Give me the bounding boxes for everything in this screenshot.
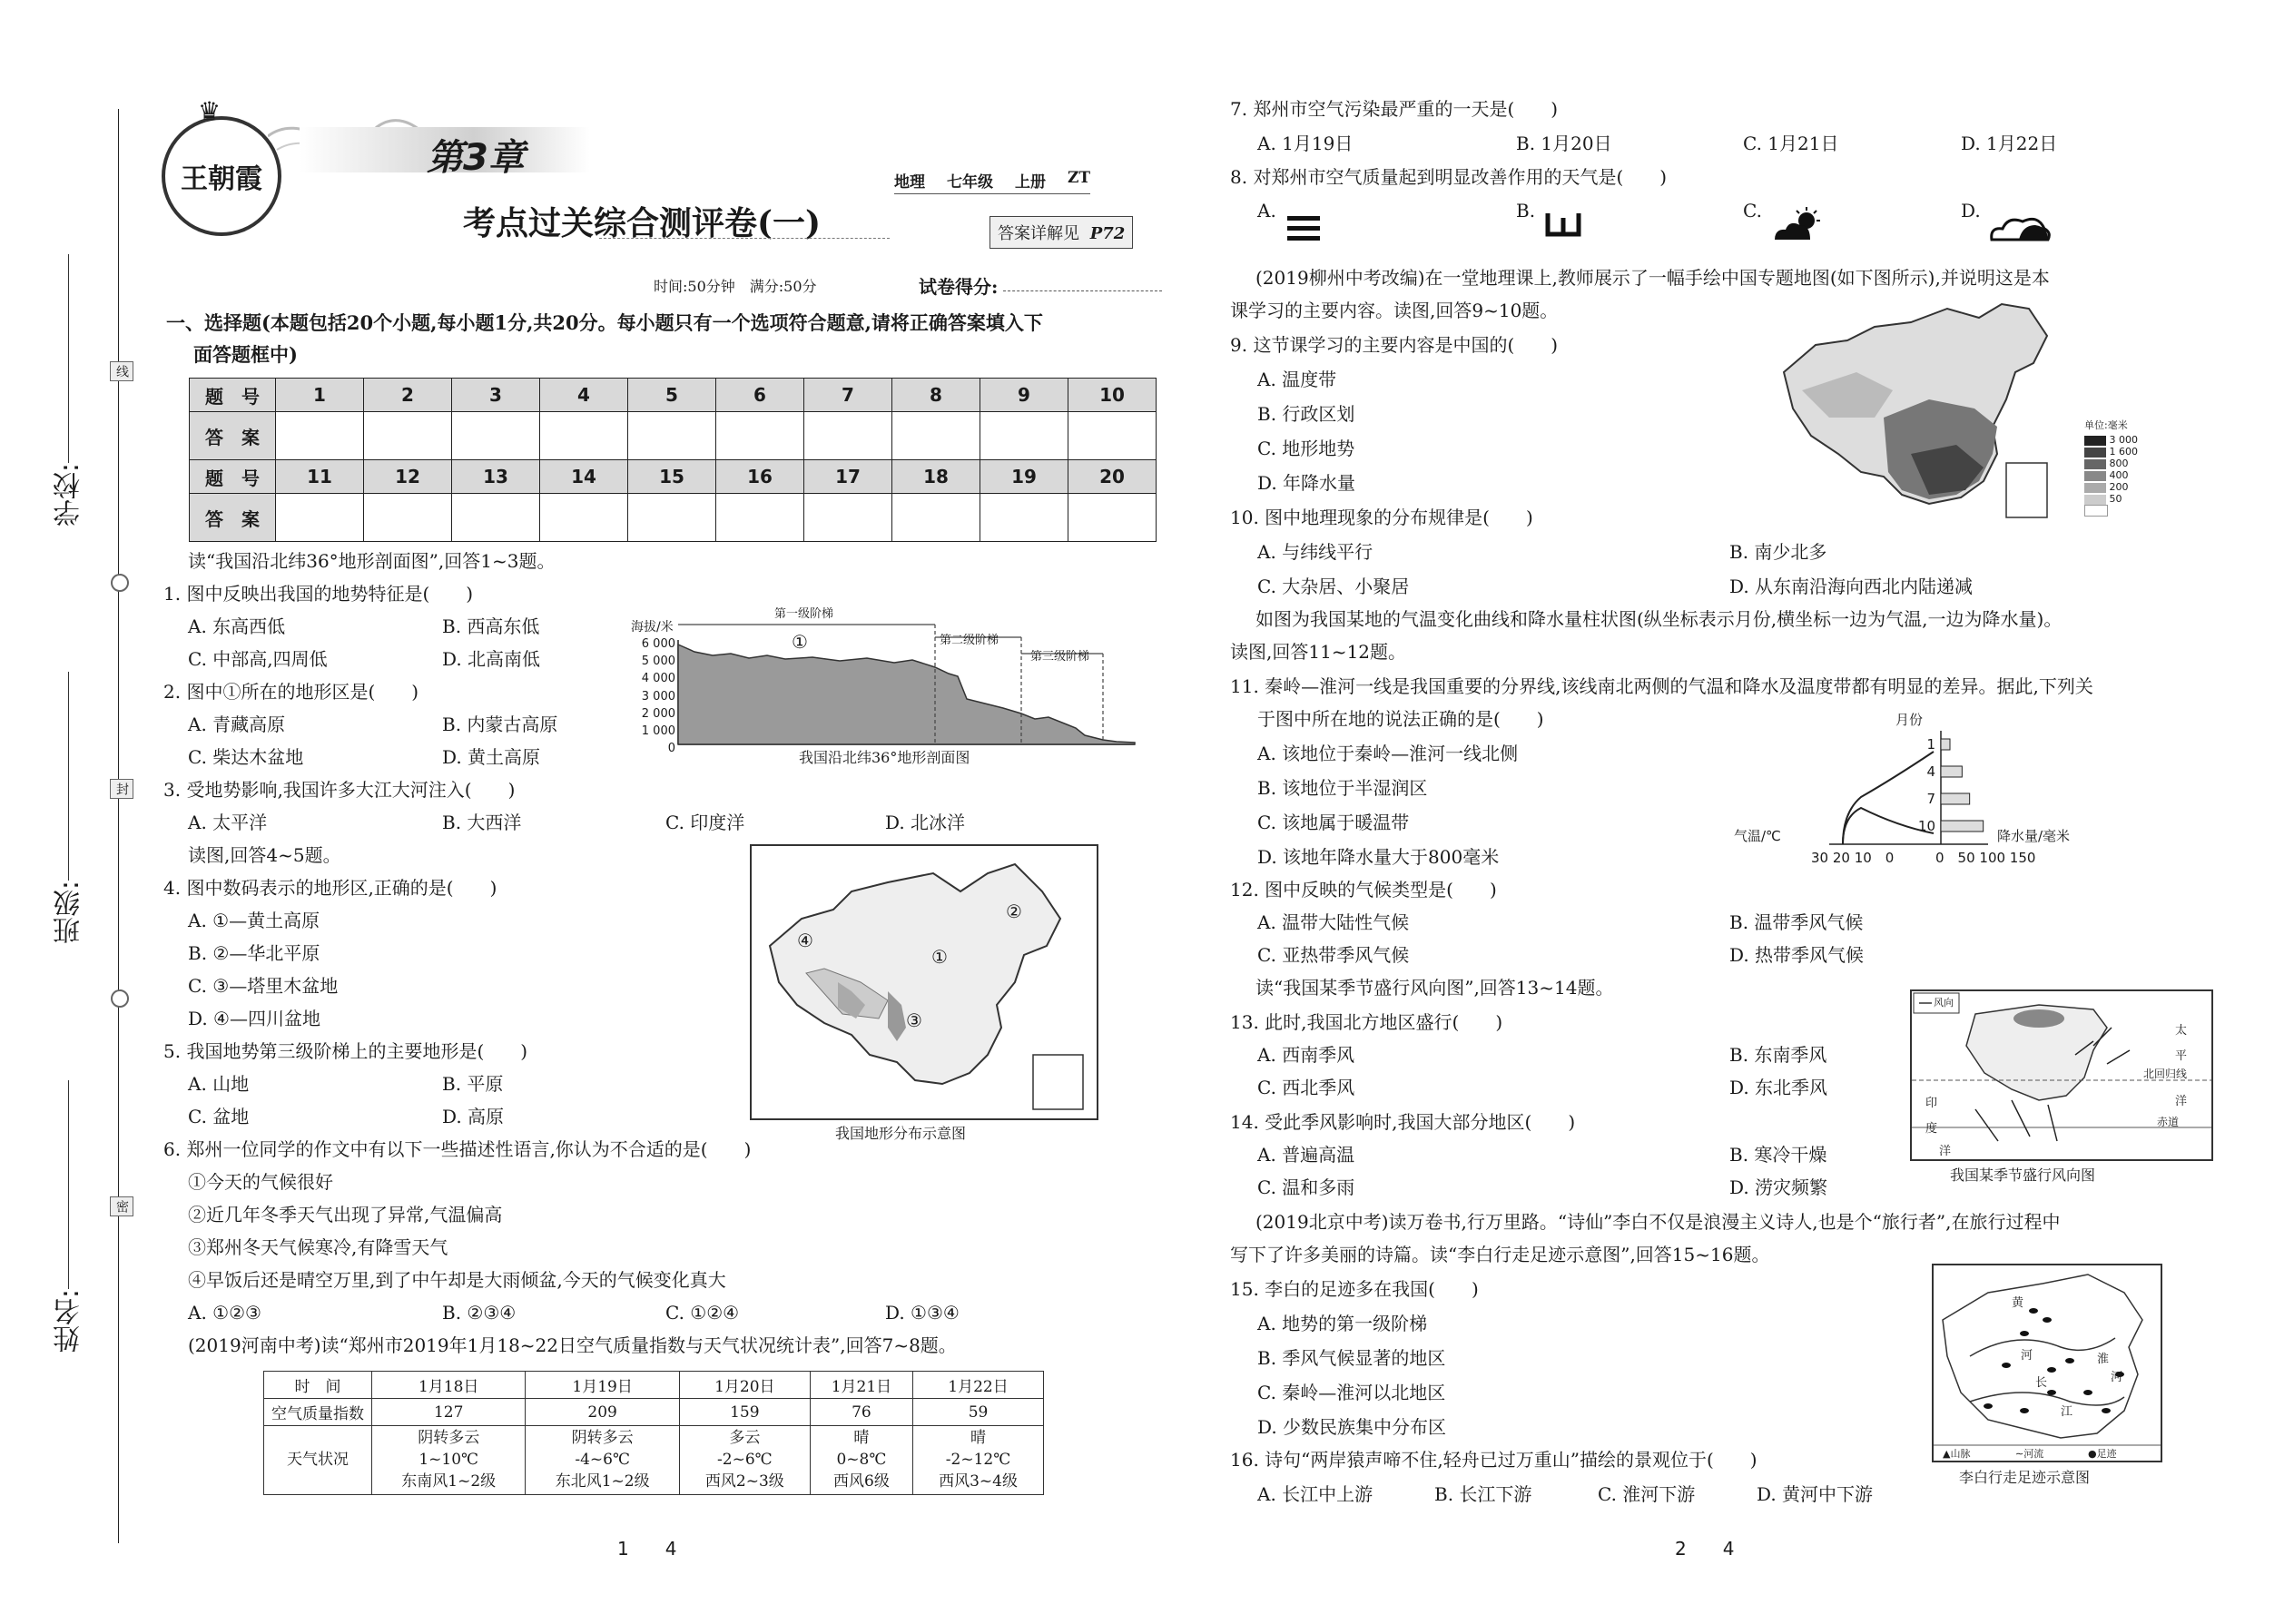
q16-option-b[interactable]: B. 长江下游 [1434, 1483, 1532, 1505]
legend-value: 3 000 [2109, 434, 2138, 446]
question-8: 8. 对郑州市空气质量起到明显改善作用的天气是( ) [1230, 166, 1668, 188]
legend-title: 单位:毫米 [2084, 419, 2128, 431]
legend-footprint [2088, 1446, 2117, 1461]
q3-option-b[interactable]: B. 大西洋 [442, 812, 522, 833]
aq-row-label: 天气状况 [264, 1426, 372, 1495]
q7-option-c[interactable]: C. 1月21日 [1743, 133, 1839, 154]
answer-cell[interactable] [1068, 494, 1157, 542]
li-bai-map [1932, 1264, 2162, 1462]
q12-option-c[interactable]: C. 亚热带季风气候 [1257, 944, 1410, 966]
seal-tag-line: 线 [110, 361, 133, 381]
q14-option-c[interactable]: C. 温和多雨 [1257, 1176, 1355, 1198]
weather-wind: 西风6级 [833, 1471, 890, 1491]
answer-ref-page: P72 [1089, 224, 1126, 243]
weather-temp: 0~8℃ [836, 1450, 887, 1469]
weather-cell [913, 1426, 1044, 1495]
wind-label: 赤道 [2157, 1116, 2180, 1128]
binding-hole [111, 574, 129, 592]
river-label: 河 [2021, 1349, 2033, 1363]
profile-ytick: 6 000 [641, 637, 675, 651]
binding-hole [111, 989, 129, 1008]
intro-15-16: (2019北京中考)读万卷书,行万里路。“诗仙”李白不仅是浪漫主义诗人,也是个“旅行者”,在旅行过程中 [1255, 1211, 2061, 1233]
q4-option-a[interactable]: A. ①—黄土高原 [188, 910, 320, 931]
river-label: 淮 [2097, 1353, 2110, 1366]
weather-cell [372, 1426, 526, 1495]
q6-option-a[interactable]: A. ①②③ [188, 1302, 261, 1324]
weather-desc: 晴 [853, 1429, 870, 1447]
tag-grade: 七年级 [947, 173, 993, 192]
question-11: 11. 秦岭—淮河一线是我国重要的分界线,该线南北两侧的气温和降水及温度带都有明显的差异。据此,下列关 [1230, 675, 2093, 697]
tag-edition: ZT [1068, 169, 1091, 187]
q7-option-d[interactable]: D. 1月22日 [1961, 133, 2058, 154]
q8-option-d[interactable]: D. [1961, 200, 1981, 221]
question-4: 4. 图中数码表示的地形区,正确的是( ) [163, 877, 497, 899]
grid-qnum: 17 [804, 460, 892, 494]
q8-option-b[interactable]: B. [1516, 200, 1536, 221]
page-number-left: 1 4 [617, 1538, 677, 1560]
question-9: 9. 这节课学习的主要内容是中国的( ) [1230, 334, 1559, 356]
q10-option-a[interactable]: A. 与纬线平行 [1257, 541, 1373, 563]
china-outline [752, 846, 1097, 1118]
profile-ytick: 3 000 [641, 689, 675, 704]
legend-mountain-label: 山脉 [1950, 1448, 1971, 1460]
weather-cell [526, 1426, 679, 1495]
grid-qnum: 7 [804, 379, 892, 412]
map-marker: ② [1006, 901, 1022, 922]
legend-value: 800 [2109, 458, 2129, 469]
logo [162, 96, 281, 236]
answer-cell[interactable] [540, 494, 628, 542]
tag-volume: 上册 [1015, 173, 1046, 192]
grid-qnum: 15 [628, 460, 716, 494]
q5-option-c[interactable]: C. 盆地 [188, 1106, 250, 1127]
seal-tag-seal: 封 [110, 779, 133, 799]
grid-qnum: 2 [364, 379, 452, 412]
month-tick: 10 [1917, 818, 1935, 834]
intro-7-8: (2019河南中考)读“郑州市2019年1月18~22日空气质量指数与天气状况统计表”,回答7~8题。 [188, 1334, 957, 1356]
intro-11-12-cont: 读图,回答11~12题。 [1230, 641, 1407, 663]
q11-option-c[interactable]: C. 该地属于暖温带 [1257, 812, 1410, 833]
q4-option-c[interactable]: C. ③—塔里木盆地 [188, 975, 339, 997]
weather-desc: 阴转多云 [418, 1429, 480, 1447]
mountain-icon: ▲ [1943, 1448, 1951, 1460]
question-14: 14. 受此季风影响时,我国大部分地区( ) [1230, 1111, 1576, 1133]
q9-option-c[interactable]: C. 地形地势 [1257, 438, 1355, 459]
seal-tag-secret: 密 [110, 1196, 133, 1216]
legend-row [2084, 493, 2138, 505]
answer-cell[interactable] [452, 412, 540, 460]
q5-option-b[interactable]: B. 平原 [442, 1073, 504, 1095]
precipitation-map [1775, 300, 2074, 527]
answer-cell[interactable] [628, 412, 716, 460]
q5-option-d[interactable]: D. 高原 [442, 1106, 505, 1127]
question-13: 13. 此时,我国北方地区盛行( ) [1230, 1011, 1503, 1033]
answer-cell[interactable] [716, 494, 804, 542]
legend-row [2084, 446, 2138, 458]
fog-icon [1287, 216, 1320, 241]
intro-4-5: 读图,回答4~5题。 [188, 844, 341, 866]
aq-row-label: 空气质量指数 [264, 1399, 372, 1426]
terrain-profile-chart [676, 608, 1139, 758]
grid-row-label: 题 号 [190, 460, 276, 494]
aq-value: 59 [913, 1399, 1044, 1426]
rain-bar [1941, 821, 1984, 832]
intro-13-14: 读“我国某季节盛行风向图”,回答13~14题。 [1255, 977, 1614, 999]
answer-cell[interactable] [364, 494, 452, 542]
q6-statement: ②近几年冬季天气出现了异常,气温偏高 [188, 1204, 503, 1225]
question-1: 1. 图中反映出我国的地势特征是( ) [163, 583, 474, 605]
q15-option-c[interactable]: C. 秦岭—淮河以北地区 [1257, 1382, 1446, 1403]
grid-qnum: 14 [540, 460, 628, 494]
q6-option-b[interactable]: B. ②③④ [442, 1302, 517, 1324]
intro-15-16-cont: 写下了许多美丽的诗篇。读“李白行走足迹示意图”,回答15~16题。 [1230, 1244, 1770, 1265]
school-blank[interactable] [68, 254, 69, 463]
legend-mountain [1943, 1446, 1970, 1461]
q2-option-b[interactable]: B. 内蒙古高原 [442, 714, 558, 735]
profile-caption: 我国沿北纬36°地形剖面图 [799, 749, 970, 766]
weather-cell [810, 1426, 912, 1495]
chapter-title: 第3章 [427, 137, 525, 179]
class-label: 班级: [54, 881, 85, 945]
name-label: 姓名: [54, 1289, 85, 1353]
climate-rain-label: 降水量/毫米 [1997, 828, 2071, 844]
climate-month-label: 月份 [1895, 712, 1924, 728]
name-blank[interactable] [68, 1080, 69, 1289]
aq-header: 1月18日 [372, 1372, 526, 1399]
q2-option-c[interactable]: C. 柴达木盆地 [188, 746, 304, 768]
answer-ref-label: 答案详解见 [998, 224, 1079, 243]
grid-ans-label: 答 案 [190, 412, 276, 460]
answer-cell[interactable] [1068, 412, 1157, 460]
wind-label: 平 [2175, 1049, 2188, 1063]
river-label: 长 [2035, 1376, 2048, 1390]
answer-cell[interactable] [276, 412, 364, 460]
legend-river [2015, 1446, 2043, 1461]
weather-temp: -2~6℃ [717, 1450, 773, 1469]
cloudy-icon [1988, 209, 2052, 241]
intro-11-12: 如图为我国某地的气温变化曲线和降水量柱状图(纵坐标表示月份,横坐标一边为气温,一边为降水量)。 [1255, 608, 2063, 630]
q9-option-d[interactable]: D. 年降水量 [1257, 472, 1356, 494]
score-field[interactable] [1003, 290, 1162, 291]
grid-qnum: 9 [980, 379, 1068, 412]
month-tick: 1 [1926, 736, 1935, 753]
answer-cell[interactable] [276, 494, 364, 542]
q2-option-d[interactable]: D. 黄土高原 [442, 746, 541, 768]
grid-ans-label: 答 案 [190, 494, 276, 542]
section-title-cont: 面答题框中) [193, 343, 298, 366]
wind-map [1910, 989, 2213, 1161]
question-7: 7. 郑州市空气污染最严重的一天是( ) [1230, 98, 1559, 120]
profile-ytick: 4 000 [641, 672, 675, 686]
q6-option-c[interactable]: C. ①②④ [665, 1302, 740, 1324]
q13-option-d[interactable]: D. 东北季风 [1729, 1077, 1828, 1098]
legend-value: 50 [2109, 493, 2122, 505]
q10-option-d[interactable]: D. 从东南沿海向西北内陆递减 [1729, 576, 1974, 597]
page-number-right: 2 4 [1675, 1538, 1735, 1560]
intro-9-10: (2019柳州中考改编)在一堂地理课上,教师展示了一幅手绘中国专题地图(如下图所示),并说明这是本 [1255, 267, 2050, 289]
q16-option-a[interactable]: A. 长江中上游 [1257, 1483, 1373, 1505]
question-3: 3. 受地势影响,我国许多大江大河注入( ) [163, 779, 516, 801]
grid-qnum: 19 [980, 460, 1068, 494]
weather-wind: 西风2~3级 [704, 1471, 784, 1491]
grid-qnum: 5 [628, 379, 716, 412]
step-label-3: 第三级阶梯 [1030, 650, 1090, 664]
air-quality-table [263, 1371, 1044, 1495]
grid-qnum: 13 [452, 460, 540, 494]
q3-option-d[interactable]: D. 北冰洋 [885, 812, 966, 833]
legend-value: 1 600 [2109, 446, 2138, 458]
climate-month-ticks [1915, 731, 1935, 840]
profile-ytick: 0 [667, 742, 675, 756]
q12-option-d[interactable]: D. 热带季风气候 [1729, 944, 1865, 966]
river-label: 河 [2111, 1371, 2123, 1384]
aq-value: 209 [526, 1399, 679, 1426]
q11-option-a[interactable]: A. 该地位于秦岭—淮河一线北侧 [1257, 743, 1519, 764]
q2-option-a[interactable]: A. 青藏高原 [188, 714, 286, 735]
q4-option-d[interactable]: D. ④—四川盆地 [188, 1008, 320, 1029]
weather-temp: 1~10℃ [418, 1450, 479, 1469]
weather-desc: 阴转多云 [571, 1429, 634, 1447]
answer-cell[interactable] [980, 494, 1068, 542]
q1-option-c[interactable]: C. 中部高,四周低 [188, 648, 328, 670]
aq-header: 1月19日 [526, 1372, 679, 1399]
weather-temp: -4~6℃ [575, 1450, 630, 1469]
month-tick: 4 [1926, 763, 1935, 780]
rain-bar [1941, 766, 1962, 777]
q15-option-a[interactable]: A. 地势的第一级阶梯 [1257, 1313, 1428, 1334]
grid-qnum: 6 [716, 379, 804, 412]
aq-value: 76 [810, 1399, 912, 1426]
q8-option-c[interactable]: C. [1743, 200, 1762, 221]
q6-statement: ④早饭后还是晴空万里,到了中午却是大雨倾盆,今天的气候变化真大 [188, 1269, 726, 1291]
q11-option-d[interactable]: D. 该地年降水量大于800毫米 [1257, 846, 1500, 868]
aq-header: 1月22日 [913, 1372, 1044, 1399]
wind-caption: 我国某季节盛行风向图 [1950, 1166, 2096, 1184]
q13-option-c[interactable]: C. 西北季风 [1257, 1077, 1355, 1098]
partly-cloudy-icon [1770, 207, 1825, 241]
li-bai-map-graphic [1934, 1265, 2161, 1461]
rain-bar [1941, 739, 1950, 750]
grid-qnum: 8 [892, 379, 980, 412]
school-label: 学校: [54, 463, 85, 527]
q7-option-a[interactable]: A. 1月19日 [1257, 133, 1354, 154]
aq-header: 时 间 [264, 1372, 372, 1399]
grid-qnum: 11 [276, 460, 364, 494]
crown-icon: ♛ [198, 96, 222, 126]
section-title: 一、选择题(本题包括20个小题,每小题1分,共20分。每小题只有一个选项符合题意,请将正确答案填入下 [166, 311, 1043, 334]
grid-qnum: 10 [1068, 379, 1157, 412]
q5-option-a[interactable]: A. 山地 [188, 1073, 250, 1095]
wind-label: 洋 [1939, 1145, 1952, 1158]
q1-option-b[interactable]: B. 西高东低 [442, 615, 540, 637]
legend-value: 200 [2109, 481, 2129, 493]
score-label: 试卷得分: [919, 276, 999, 298]
grid-qnum: 4 [540, 379, 628, 412]
climate-temp-label: 气温/℃ [1734, 828, 1781, 844]
legend-row [2084, 458, 2138, 469]
legend-row [2084, 481, 2138, 493]
profile-ylabel: 海拔/米 [631, 620, 674, 635]
q1-option-d[interactable]: D. 北高南低 [442, 648, 541, 670]
aq-header: 1月20日 [679, 1372, 810, 1399]
binding-line [118, 109, 119, 1543]
legend-footprint-label: 足迹 [2096, 1448, 2117, 1460]
q15-option-b[interactable]: B. 季风气候显著的地区 [1257, 1347, 1446, 1369]
grid-qnum: 12 [364, 460, 452, 494]
aq-value: 127 [372, 1399, 526, 1426]
weather-desc: 多云 [729, 1429, 761, 1447]
wind-legend-label: 风向 [1934, 997, 1954, 1009]
question-10: 10. 图中地理现象的分布规律是( ) [1230, 507, 1533, 528]
q11-option-b[interactable]: B. 该地位于半湿润区 [1257, 777, 1428, 799]
class-blank[interactable] [68, 672, 69, 881]
q13-option-a[interactable]: A. 西南季风 [1257, 1044, 1355, 1066]
li-bai-caption: 李白行走足迹示意图 [1959, 1469, 2091, 1486]
answer-cell[interactable] [452, 494, 540, 542]
profile-ytick: 2 000 [641, 706, 675, 721]
wind-label: 太 [2175, 1024, 2188, 1038]
grid-qnum: 16 [716, 460, 804, 494]
question-11-cont: 于图中所在地的说法正确的是( ) [1257, 708, 1544, 730]
question-5: 5. 我国地势第三级阶梯上的主要地形是( ) [163, 1040, 528, 1062]
profile-yticks [637, 635, 675, 757]
q4-option-b[interactable]: B. ②—华北平原 [188, 942, 320, 964]
grid-qnum: 3 [452, 379, 540, 412]
precip-legend [2084, 434, 2138, 517]
climate-temp-ticks: 30 20 10 0 [1811, 850, 1895, 866]
tag-subject: 地理 [894, 173, 925, 192]
page-title: 考点过关综合测评卷(一) [463, 204, 822, 242]
answer-cell[interactable] [540, 412, 628, 460]
legend-river-label: 河流 [2023, 1448, 2044, 1460]
grid-qnum: 1 [276, 379, 364, 412]
q14-option-a[interactable]: A. 普遍高温 [1257, 1144, 1355, 1166]
header-dashline [599, 238, 890, 239]
q9-option-b[interactable]: B. 行政区划 [1257, 403, 1355, 425]
map-marker: ④ [797, 930, 813, 951]
q15-option-d[interactable]: D. 少数民族集中分布区 [1257, 1416, 1447, 1438]
grid-row-label: 题 号 [190, 379, 276, 412]
wind-label: 洋 [2175, 1095, 2188, 1108]
rain-bar [1941, 793, 1970, 804]
map-caption: 我国地形分布示意图 [835, 1125, 967, 1142]
exam-meta: 时间:50分钟 满分:50分 [654, 278, 817, 295]
aq-header: 1月21日 [810, 1372, 912, 1399]
answer-cell[interactable] [804, 412, 892, 460]
q6-statement: ③郑州冬天气候寒冷,有降雪天气 [188, 1236, 448, 1258]
wind-label: 北回归线 [2143, 1068, 2188, 1080]
q3-option-a[interactable]: A. 太平洋 [188, 812, 268, 833]
wind-label: 印 [1925, 1097, 1938, 1110]
q7-option-b[interactable]: B. 1月20日 [1516, 133, 1612, 154]
q10-option-b[interactable]: B. 南少北多 [1729, 541, 1827, 563]
q16-option-d[interactable]: D. 黄河中下游 [1757, 1483, 1874, 1505]
profile-marker: ① [792, 631, 808, 653]
intro-9-10-cont: 课学习的主要内容。读图,回答9~10题。 [1230, 300, 1559, 321]
step-label-2: 第二级阶梯 [940, 634, 999, 647]
q3-option-c[interactable]: C. 印度洋 [665, 812, 745, 833]
sandstorm-icon [1545, 211, 1581, 238]
answer-cell[interactable] [980, 412, 1068, 460]
answer-cell[interactable] [628, 494, 716, 542]
climate-rain-ticks: 0 50 100 150 [1935, 850, 2036, 866]
weather-cell [679, 1426, 810, 1495]
answer-cell[interactable] [364, 412, 452, 460]
terrain-map [750, 844, 1098, 1120]
answer-cell[interactable] [804, 494, 892, 542]
answer-ref-box [989, 216, 1133, 249]
answer-cell[interactable] [716, 412, 804, 460]
aq-value: 159 [679, 1399, 810, 1426]
profile-ytick: 5 000 [641, 655, 675, 669]
question-2: 2. 图中①所在的地形区是( ) [163, 681, 419, 703]
question-16: 16. 诗句“两岸猿声啼不住,轻舟已过万重山”描绘的景观位于( ) [1230, 1449, 1757, 1471]
subject-tags [894, 169, 1090, 194]
q14-option-b[interactable]: B. 寒冷干燥 [1729, 1144, 1827, 1166]
q16-option-c[interactable]: C. 淮河下游 [1598, 1483, 1696, 1505]
weather-desc: 晴 [970, 1429, 987, 1447]
logo-text: 王朝霞 [181, 163, 262, 195]
q10-option-c[interactable]: C. 大杂居、小聚居 [1257, 576, 1410, 597]
month-tick: 7 [1926, 791, 1935, 807]
q8-option-a[interactable]: A. [1257, 200, 1276, 221]
grid-qnum: 18 [892, 460, 980, 494]
intro-1-3: 读“我国沿北纬36°地形剖面图”,回答1~3题。 [188, 550, 556, 572]
wind-label: 度 [1925, 1122, 1938, 1136]
question-6: 6. 郑州一位同学的作文中有以下一些描述性语言,你认为不合适的是( ) [163, 1138, 752, 1160]
q6-statement: ①今天的气候很好 [188, 1171, 333, 1193]
river-label: 黄 [2012, 1296, 2024, 1310]
footprint-icon: ● [2088, 1448, 2097, 1460]
weather-temp: -2~12℃ [945, 1450, 1011, 1469]
q9-option-a[interactable]: A. 温度带 [1257, 369, 1337, 390]
map-marker: ① [931, 946, 948, 968]
question-15: 15. 李白的足迹多在我国( ) [1230, 1278, 1479, 1300]
answer-grid [189, 378, 1157, 542]
profile-ytick: 1 000 [641, 724, 675, 739]
map-marker: ③ [906, 1009, 922, 1031]
weather-wind: 东南风1~2级 [401, 1471, 497, 1491]
legend-row [2084, 469, 2138, 481]
legend-row [2084, 434, 2138, 446]
climate-chart [1807, 726, 1988, 853]
weather-wind: 东北风1~2级 [555, 1471, 650, 1491]
q12-option-b[interactable]: B. 温带季风气候 [1729, 911, 1864, 933]
river-icon: ∼ [2015, 1448, 2024, 1460]
answer-cell[interactable] [892, 412, 980, 460]
river-label: 江 [2061, 1405, 2073, 1419]
q13-option-b[interactable]: B. 东南季风 [1729, 1044, 1827, 1066]
q6-option-d[interactable]: D. ①③④ [885, 1302, 960, 1324]
legend-value: 400 [2109, 469, 2129, 481]
question-12: 12. 图中反映的气候类型是( ) [1230, 879, 1497, 901]
step-label-1: 第一级阶梯 [772, 604, 836, 621]
answer-cell[interactable] [892, 494, 980, 542]
q14-option-d[interactable]: D. 涝灾频繁 [1729, 1176, 1828, 1198]
q12-option-a[interactable]: A. 温带大陆性气候 [1257, 911, 1410, 933]
grid-qnum: 20 [1068, 460, 1157, 494]
weather-wind: 西风3~4级 [939, 1471, 1018, 1491]
q1-option-a[interactable]: A. 东高西低 [188, 615, 286, 637]
